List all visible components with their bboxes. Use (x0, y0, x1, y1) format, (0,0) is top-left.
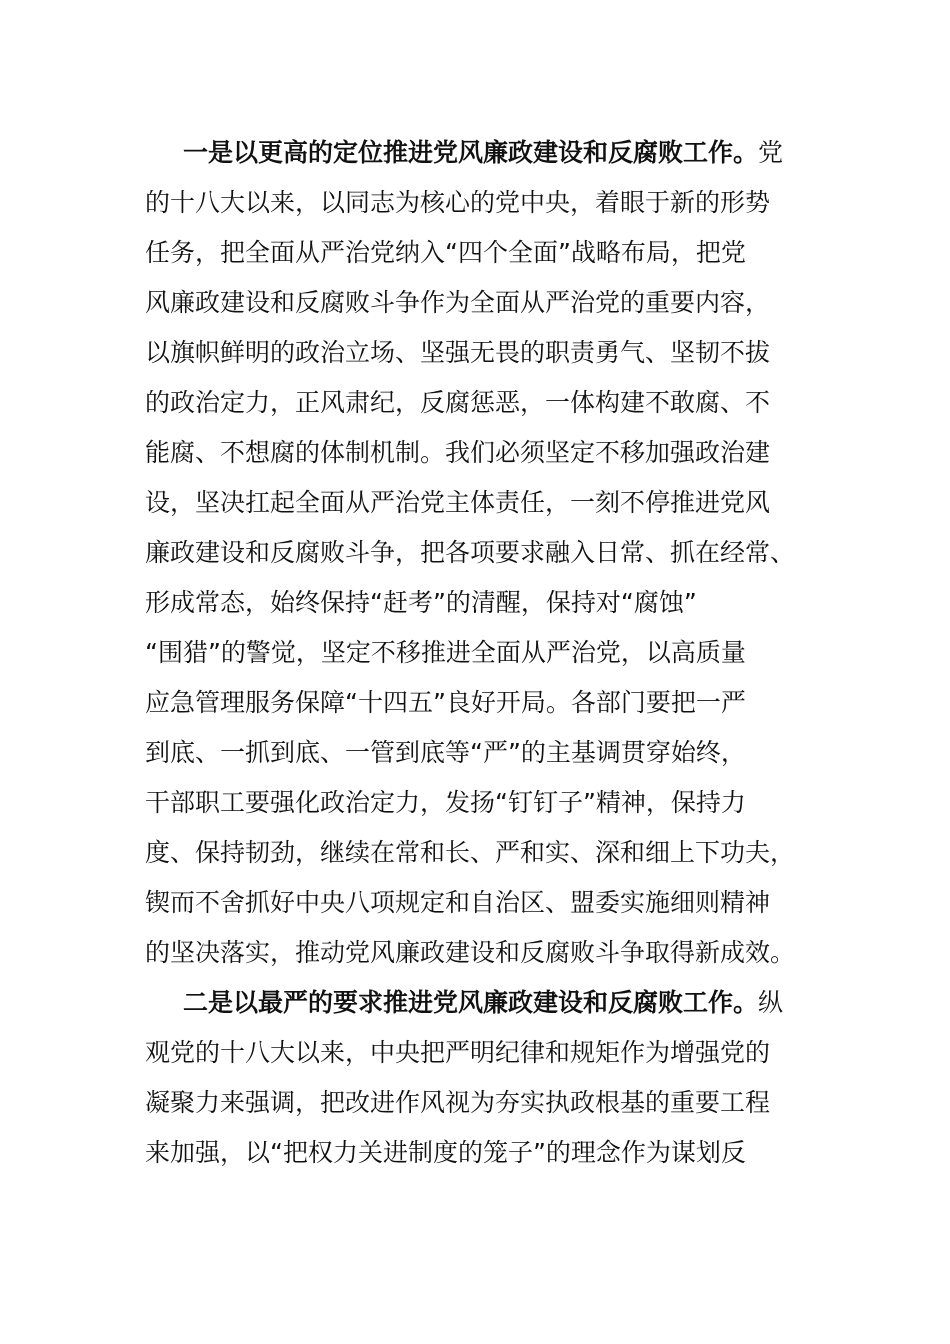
paragraph-1-text: 党 (758, 138, 784, 167)
document-body (145, 128, 805, 1178)
paragraph-line: “围猎”的警觉，坚定不移推进全面从严治党，以高质量 (145, 638, 746, 667)
paragraph-1-heading: 一是以更高的定位推进党风廉政建设和反腐败工作。 (183, 138, 759, 167)
paragraph-line: 的坚决落实，推动党风廉政建设和反腐败斗争取得新成效。 (145, 938, 796, 967)
paragraph-1 (145, 128, 805, 978)
paragraph-1-line-1 (145, 128, 805, 178)
paragraph-line: 干部职工要强化政治定力，发扬“钉钉子”精神，保持力 (145, 788, 746, 817)
paragraph-line: 形成常态，始终保持“赶考”的清醒，保持对“腐蚀” (145, 588, 697, 617)
paragraph-2 (145, 978, 805, 1178)
paragraph-line: 锲而不舍抓好中央八项规定和自治区、盟委实施细则精神 (145, 888, 771, 917)
paragraph-line: 任务，把全面从严治党纳入“四个全面”战略布局，把党 (145, 238, 746, 267)
paragraph-2-line-1 (145, 978, 805, 1028)
paragraph-line: 廉政建设和反腐败斗争，把各项要求融入日常、抓在经常、 (145, 538, 796, 567)
paragraph-line: 度、保持韧劲，继续在常和长、严和实、深和细上下功夫， (145, 838, 796, 867)
paragraph-line: 应急管理服务保障“十四五”良好开局。各部门要把一严 (145, 688, 746, 717)
paragraph-line: 来加强，以“把权力关进制度的笼子”的理念作为谋划反 (145, 1138, 746, 1167)
paragraph-line: 到底、一抓到底、一管到底等“严”的主基调贯穿始终， (145, 738, 746, 767)
paragraph-line: 风廉政建设和反腐败斗争作为全面从严治党的重要内容， (145, 288, 771, 317)
paragraph-2-text: 纵 (758, 988, 784, 1017)
paragraph-line: 能腐、不想腐的体制机制。我们必须坚定不移加强政治建 (145, 438, 771, 467)
paragraph-line: 凝聚力来强调，把改进作风视为夯实执政根基的重要工程 (145, 1088, 771, 1117)
paragraph-line: 的十八大以来，以同志为核心的党中央，着眼于新的形势 (145, 188, 771, 217)
paragraph-line: 设，坚决扛起全面从严治党主体责任，一刻不停推进党风 (145, 488, 771, 517)
paragraph-line: 以旗帜鲜明的政治立场、坚强无畏的职责勇气、坚韧不拔 (145, 338, 771, 367)
paragraph-line: 观党的十八大以来，中央把严明纪律和规矩作为增强党的 (145, 1038, 771, 1067)
paragraph-line: 的政治定力，正风肃纪，反腐惩恶，一体构建不敢腐、不 (145, 388, 771, 417)
paragraph-2-heading: 二是以最严的要求推进党风廉政建设和反腐败工作。 (183, 988, 759, 1017)
